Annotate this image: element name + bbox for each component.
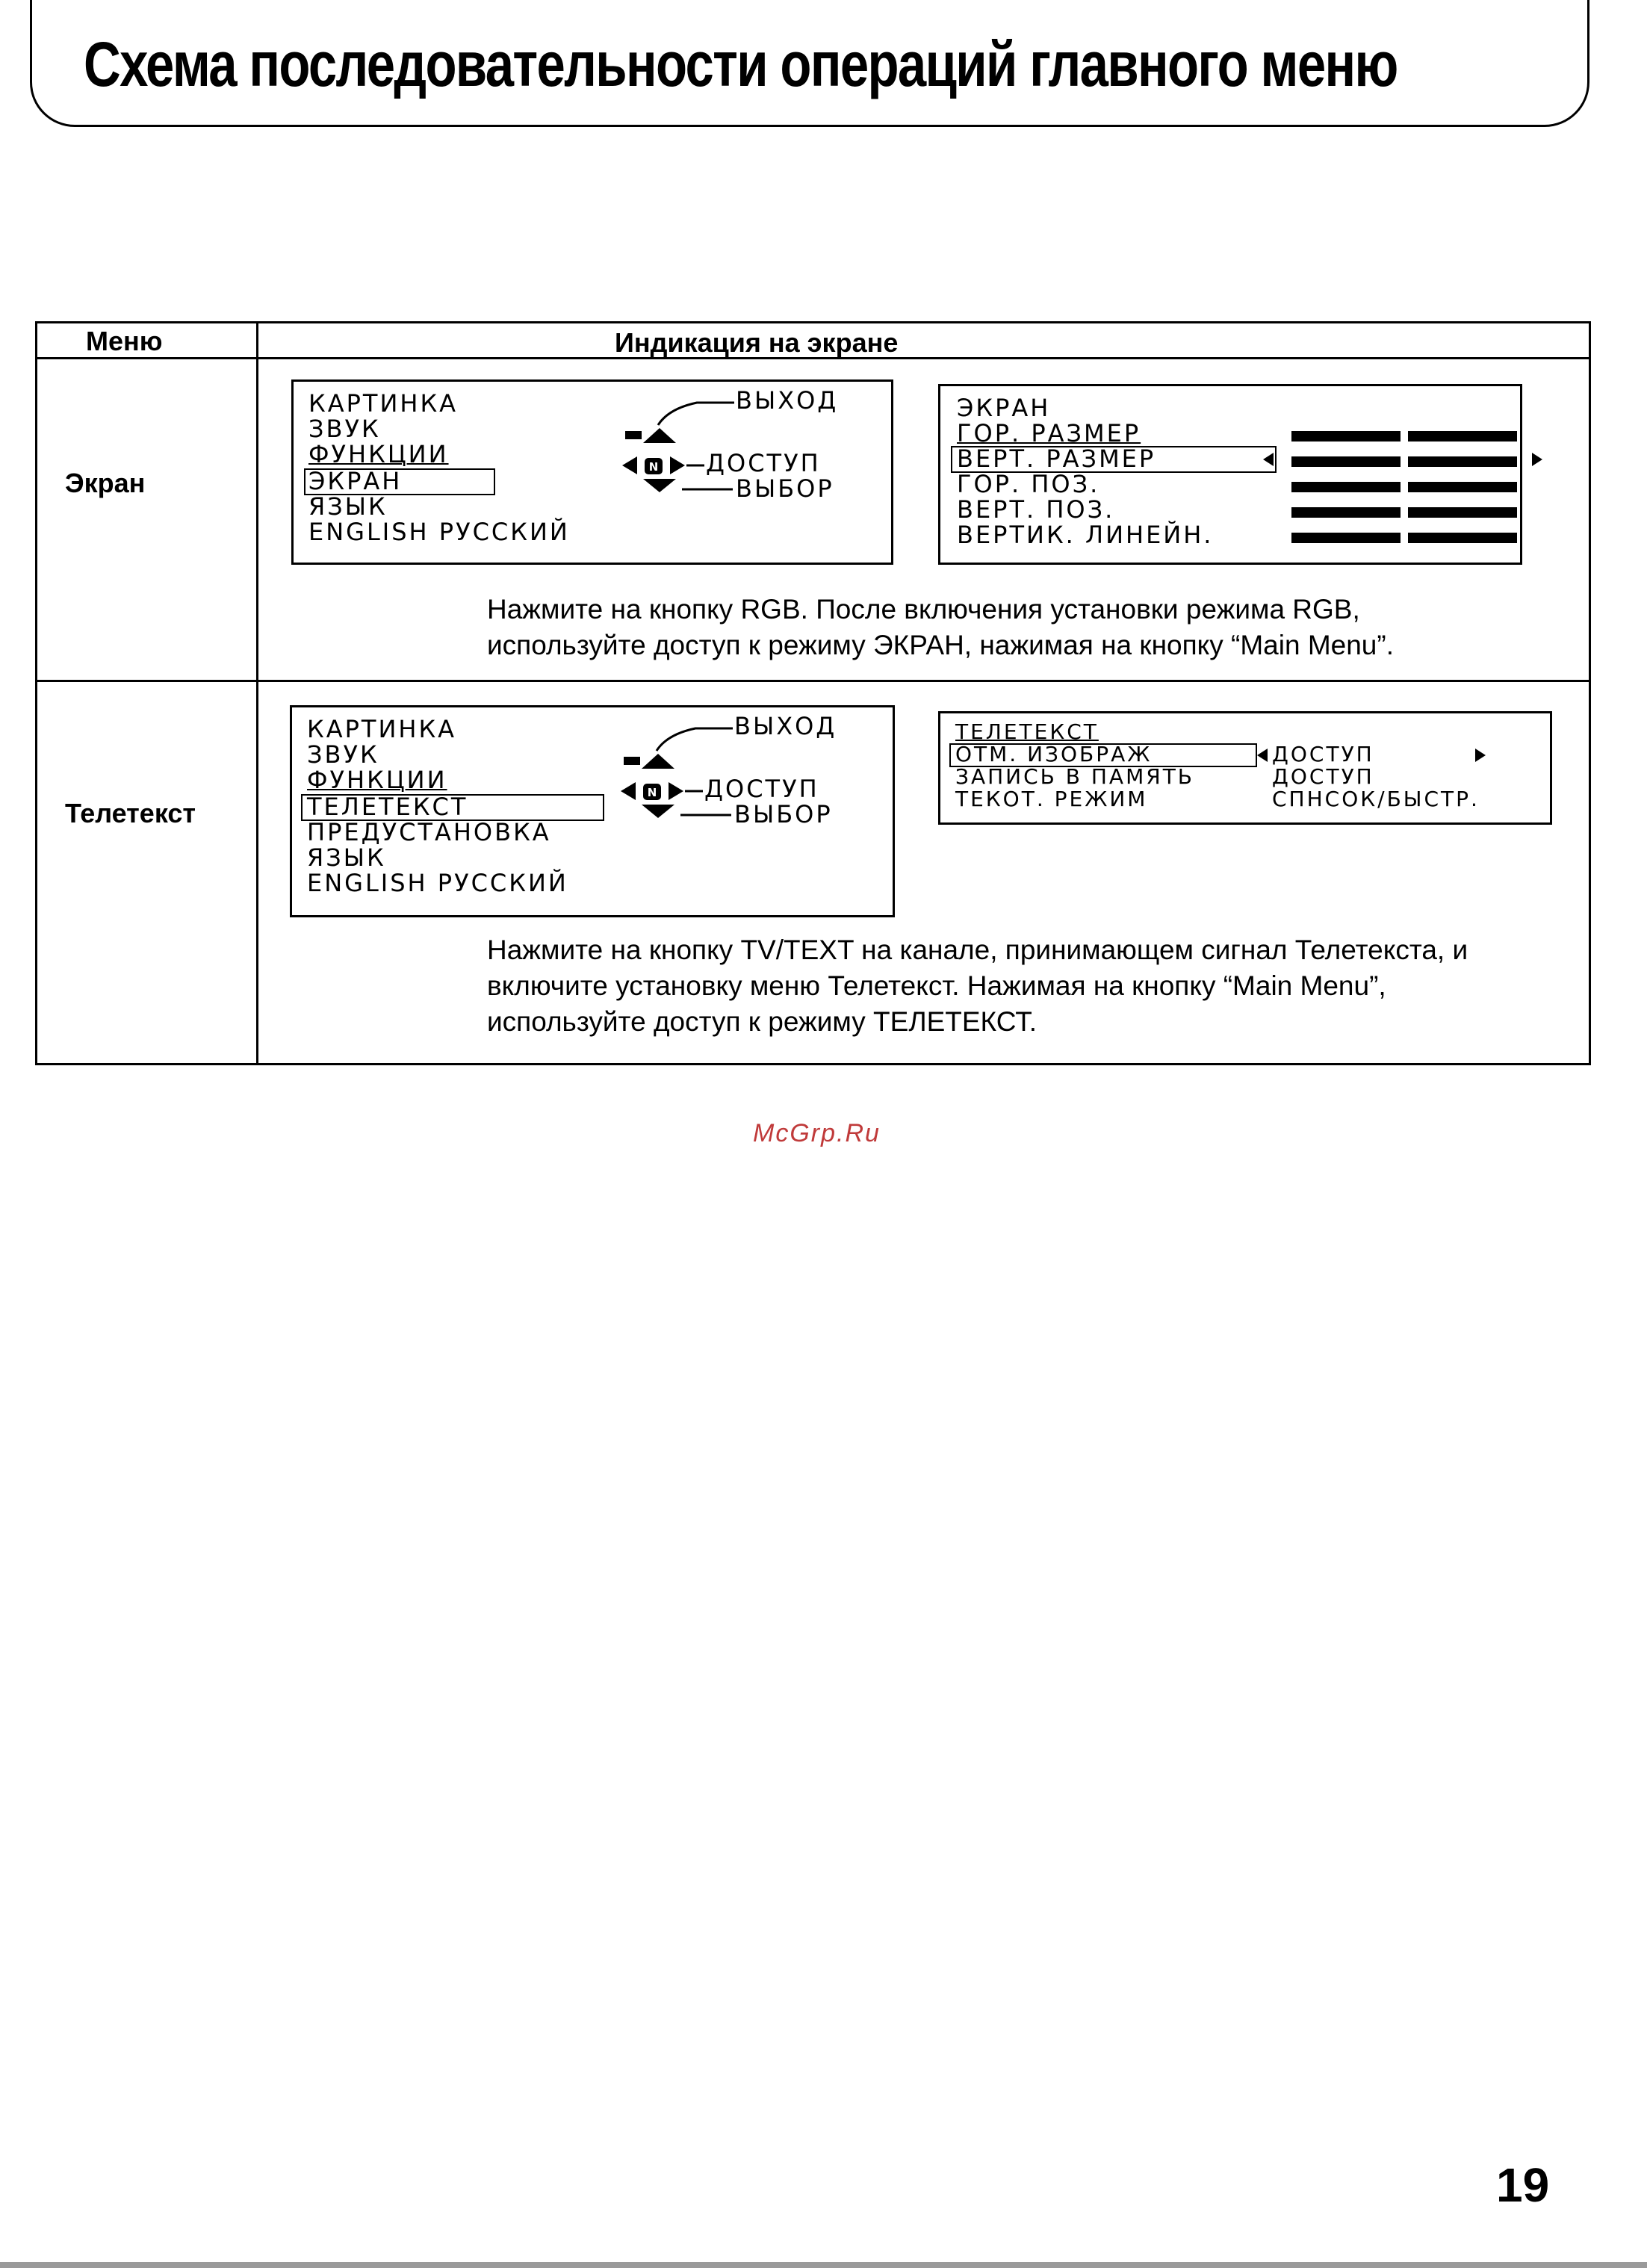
nav-center-label: N xyxy=(647,786,657,799)
arrow-right-icon xyxy=(1475,749,1486,762)
table-right-line xyxy=(1589,321,1591,1065)
sub-menu-item-selected: ОТМ. ИЗОБРАЖ xyxy=(955,742,1153,766)
row-label-teletext: Телетекст xyxy=(65,798,196,828)
level-bar xyxy=(1408,533,1517,543)
table-row-divider xyxy=(35,680,1591,682)
sub-menu-panel-teletext xyxy=(938,711,1552,825)
menu-item: ЯЗЫК xyxy=(307,843,386,872)
level-bar xyxy=(1291,482,1401,492)
level-bar xyxy=(1291,431,1401,441)
description-teletext xyxy=(487,932,1468,1040)
description-line: используйте доступ к режиму ЭКРАН, нажимая на кнопку “Main Menu”. xyxy=(487,630,1394,660)
menu-item: ЯЗЫК xyxy=(308,492,388,521)
watermark: McGrp.Ru xyxy=(753,1119,881,1147)
level-bar xyxy=(1408,456,1517,467)
page-title: Схема последовательности операций главного меню xyxy=(84,29,1398,99)
bottom-rule xyxy=(0,2262,1647,2268)
menu-item: ЗВУК xyxy=(307,740,379,769)
sub-menu-item: ЗАПИСЬ В ПАМЯТЬ xyxy=(955,764,1195,789)
sub-menu-value: СПНСОК/БЫСТР. xyxy=(1272,787,1480,811)
sub-menu-item: ВЕРТ. ПОЗ. xyxy=(957,495,1115,524)
sub-menu-title: ЭКРАН xyxy=(957,394,1051,422)
nav-access-label: ДОСТУП xyxy=(704,775,819,803)
arrow-left-icon xyxy=(1257,749,1268,762)
description-line: включите установку меню Телетекст. Нажимая на кнопку “Main Menu”, xyxy=(487,970,1386,1001)
sub-menu-value: ДОСТУП xyxy=(1272,764,1374,789)
sub-menu-item: ВЕРТИК. ЛИНЕЙН. xyxy=(957,521,1214,549)
nav-cluster xyxy=(621,712,890,839)
menu-item: ФУНКЦИИ xyxy=(308,440,449,468)
menu-item: ENGLISH РУССКИЙ xyxy=(308,518,570,546)
row-label-screen: Экран xyxy=(65,468,146,498)
menu-item: ЗВУК xyxy=(308,415,381,443)
sub-menu-item-selected: ВЕРТ. РАЗМЕР xyxy=(957,444,1156,473)
menu-item: КАРТИНКА xyxy=(307,715,457,743)
menu-item: КАРТИНКА xyxy=(308,389,459,418)
level-bar xyxy=(1291,456,1401,467)
level-bar xyxy=(1408,482,1517,492)
table-left-line xyxy=(35,321,37,1065)
menu-item: ПРЕДУСТАНОВКА xyxy=(307,818,551,846)
sub-menu-panel-screen xyxy=(938,384,1522,565)
level-bar xyxy=(1408,507,1517,518)
nav-exit-label: ВЫХОД xyxy=(734,712,837,740)
main-menu-panel-teletext xyxy=(290,705,895,917)
level-bar xyxy=(1291,533,1401,543)
sub-menu-item: ГОР. ПОЗ. xyxy=(957,470,1100,498)
nav-select-label: ВЫБОР xyxy=(734,800,833,828)
page-number: 19 xyxy=(1496,2158,1550,2212)
menu-item-selected: ЭКРАН xyxy=(308,467,403,495)
description-line: используйте доступ к режиму ТЕЛЕТЕКСТ. xyxy=(487,1006,1037,1037)
sub-menu-item: ТЕКОТ. РЕЖИМ xyxy=(955,787,1148,811)
table-top-line xyxy=(35,321,1591,323)
nav-select-label: ВЫБОР xyxy=(736,474,834,503)
menu-item: ENGLISH РУССКИЙ xyxy=(307,869,568,897)
menu-item: ФУНКЦИИ xyxy=(307,766,447,794)
table-bottom-line xyxy=(35,1063,1591,1065)
sub-menu-item: ГОР. РАЗМЕР xyxy=(957,419,1141,447)
header-menu: Меню xyxy=(86,326,163,356)
header-display: Индикация на экране xyxy=(615,327,899,358)
description-screen xyxy=(487,592,1394,663)
main-menu-panel-screen xyxy=(291,379,893,565)
nav-center-label: N xyxy=(648,460,659,474)
menu-item-selected: ТЕЛЕТЕКСТ xyxy=(307,793,468,821)
level-bar xyxy=(1291,507,1401,518)
nav-access-label: ДОСТУП xyxy=(706,449,821,477)
table-column-line xyxy=(256,321,258,1065)
nav-cluster xyxy=(622,386,891,513)
sub-menu-value: ДОСТУП xyxy=(1272,742,1374,766)
level-bar xyxy=(1408,431,1517,441)
sub-menu-title: ТЕЛЕТЕКСТ xyxy=(955,719,1099,744)
description-line: Нажмите на кнопку RGB. После включения установки режима RGB, xyxy=(487,594,1360,625)
arrow-right-icon xyxy=(1532,453,1542,466)
arrow-left-icon xyxy=(1263,453,1274,466)
nav-exit-label: ВЫХОД xyxy=(736,386,839,415)
description-line: Нажмите на кнопку TV/TEXT на канале, принимающем сигнал Телетекста, и xyxy=(487,935,1468,965)
